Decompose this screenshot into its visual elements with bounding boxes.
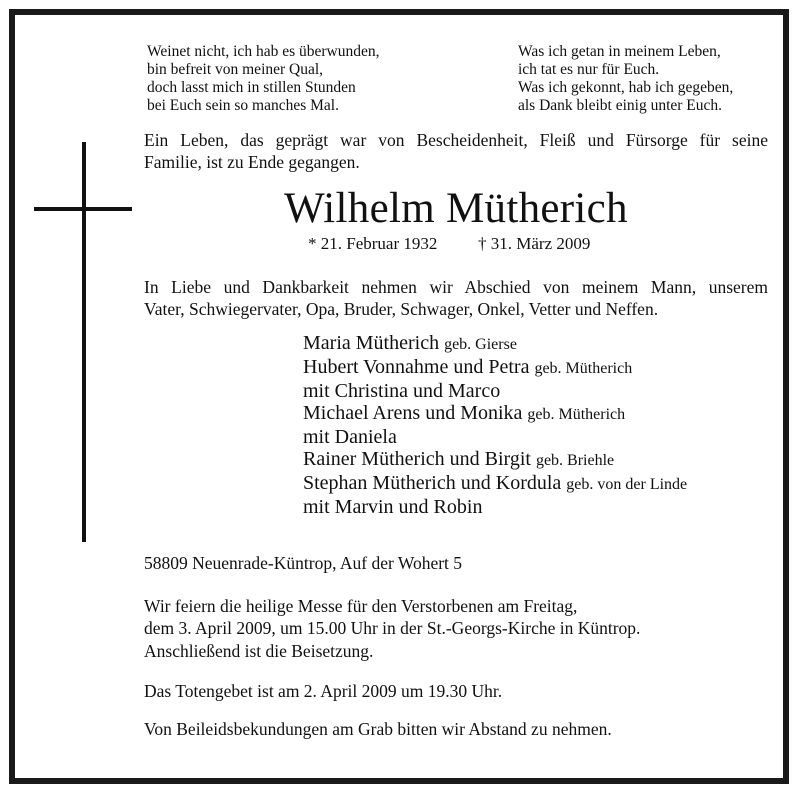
address: 58809 Neuenrade-Küntrop, Auf der Wohert 5 xyxy=(144,553,463,573)
poem-left xyxy=(147,43,379,115)
mass-line: Anschließend ist die Beisetzung. xyxy=(144,641,374,661)
family-name: mit Daniela xyxy=(303,426,397,448)
family-entry xyxy=(303,380,687,402)
mass-line: dem 3. April 2009, um 15.00 Uhr in der St.-Georgs-Kirche in Küntrop. xyxy=(144,617,641,638)
farewell-line: In Liebe und Dankbarkeit nehmen wir Abschied von meinem Mann, unserem xyxy=(144,277,768,297)
family-note: geb. von der Linde xyxy=(566,476,688,493)
poem-line: als Dank bleibt einig unter Euch. xyxy=(518,97,723,114)
family-entry xyxy=(303,356,687,380)
condolence-note: Von Beileidsbekundungen am Grab bitten wir Abstand zu nehmen. xyxy=(144,719,612,739)
prayer-info: Das Totengebet ist am 2. April 2009 um 19.30 Uhr. xyxy=(144,681,503,701)
mass-line: Wir feiern die heilige Messe für den Verstorbenen am Freitag, xyxy=(144,596,578,616)
family-name: Rainer Mütherich und Birgit xyxy=(303,448,531,470)
intro-line: Ein Leben, das geprägt war von Bescheidenheit, Fleiß und Fürsorge für seine xyxy=(144,130,768,150)
cross-icon-bar xyxy=(34,207,132,211)
poem-line: ich tat es nur für Euch. xyxy=(518,61,660,78)
family-name: Maria Mütherich xyxy=(303,332,440,354)
poem-line: bin befreit von meiner Qual, xyxy=(147,61,324,78)
family-entry xyxy=(303,472,687,496)
mass-info xyxy=(144,596,640,663)
poem-line: bei Euch sein so manches Mal. xyxy=(147,97,339,114)
intro-text xyxy=(144,130,768,173)
family-entry xyxy=(303,332,687,356)
cross-icon xyxy=(82,142,86,542)
family-entry xyxy=(303,496,687,518)
poem-line: Weinet nicht, ich hab es überwunden, xyxy=(147,43,380,60)
family-entry xyxy=(303,426,687,448)
poem-line: Was ich gekonnt, hab ich gegeben, xyxy=(518,79,734,96)
death-date: † 31. März 2009 xyxy=(478,234,591,253)
family-note: geb. Mütherich xyxy=(527,406,626,423)
farewell-line: Vater, Schwiegervater, Opa, Bruder, Schwager, Onkel, Vetter und Neffen. xyxy=(144,298,659,319)
poem-line: Was ich getan in meinem Leben, xyxy=(518,43,721,60)
family-list xyxy=(303,332,687,518)
family-name: mit Marvin und Robin xyxy=(303,496,483,518)
family-entry xyxy=(303,448,687,472)
family-name: Hubert Vonnahme und Petra xyxy=(303,356,530,378)
deceased-name: Wilhelm Mütherich xyxy=(284,185,628,232)
intro-line: Familie, ist zu Ende gegangen. xyxy=(144,151,360,172)
poem-line: doch lasst mich in stillen Stunden xyxy=(147,79,356,96)
family-note: geb. Briehle xyxy=(535,452,615,469)
family-name: Michael Arens und Monika xyxy=(303,402,523,424)
poem-right xyxy=(518,43,733,115)
family-note: geb. Mütherich xyxy=(534,360,633,377)
family-name: mit Christina und Marco xyxy=(303,380,501,402)
family-entry xyxy=(303,402,687,426)
family-note: geb. Gierse xyxy=(444,336,517,353)
family-name: Stephan Mütherich und Kordula xyxy=(303,472,562,494)
birth-date: * 21. Februar 1932 xyxy=(308,234,438,253)
farewell-text xyxy=(144,277,768,320)
